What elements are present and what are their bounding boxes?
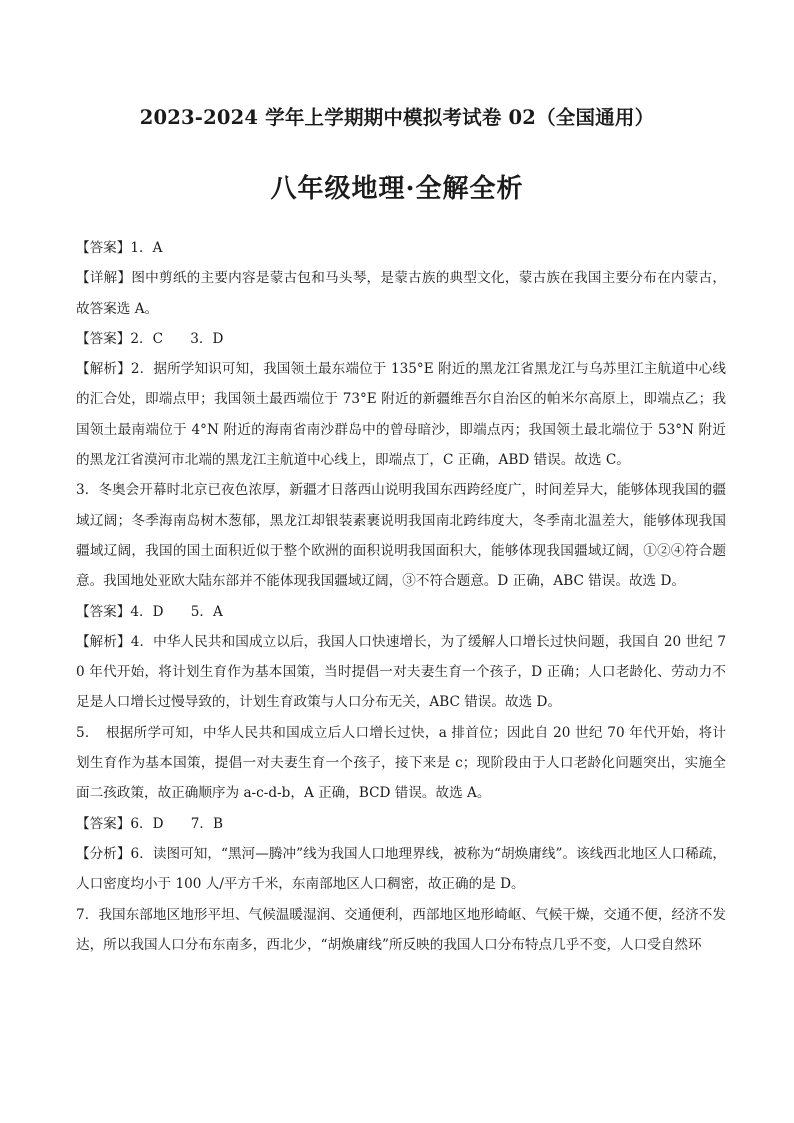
- analysis-paragraph-6: 【分析】6．读图可知，“黑河—腾冲”线为我国人口地理界线，被称为“胡焕庸线”。该线西北地区人口稀疏，人口密度均小于 100 人/平方千米，东南部地区人口稠密，故正确的是 D。: [76, 845, 726, 893]
- analysis-paragraph-2: 【解析】2．据所学知识可知，我国领土最东端位于 135°E 附近的黑龙江省黑龙江与乌苏里江主航道中心线的汇合处，即端点甲；我国领土最西端位于 73°E 附近的新疆维吾尔自治区的帕米尔高原上，即端点乙；我国领土最南端位于 4°N 附近的海南省南沙群岛中的曾母暗沙，即端点丙；我国领土最北端位于 53°N 附近的黑龙江省漠河市北端的黑龙江主航道中心线上，即端点丁，C 正确，ABD 错误。故选 C。: [76, 361, 726, 469]
- analysis-paragraph-4: 【解析】4．中华人民共和国成立以后，我国人口快速增长，为了缓解人口增长过快问题，我国自 20 世纪 70 年代开始，将计划生育作为基本国策，当时提倡一对夫妻生育一个孩子，D 正确；人口老龄化、劳动力不足是人口增长过慢导致的，计划生育政策与人口分布无关，ABC 错误。故选 D。: [76, 633, 726, 711]
- detail-paragraph-1: 【详解】图中剪纸的主要内容是蒙古包和马头琴，是蒙古族的典型文化，蒙古族在我国主要分布在内蒙古，故答案选 A。: [76, 270, 726, 317]
- answer-line-1: 【答案】1．A: [76, 240, 163, 256]
- analysis-paragraph-7: 7．我国东部地区地形平坦、气候温暖湿润、交通便利，西部地区地形崎岖、气候干燥，交通不便，经济不发达，所以我国人口分布东南多，西北少，“胡焕庸线”所反映的我国人口分布特点几乎不变，人口受自然环: [76, 906, 726, 953]
- answer-line-2-3: 【答案】2．C 3．D: [76, 330, 224, 347]
- analysis-paragraph-5: 5． 根据所学可知，中华人民共和国成立后人口增长过快，a 排首位；因此自 20 世纪 70 年代开始，将计划生育作为基本国策，提倡一对夫妻生育一个孩子，接下来是 c；现阶段由于人口老龄化问题突出，实施全面二孩政策，故正确顺序为 a-c-d-b，A 正确，BCD 错误。故选 A。: [76, 724, 726, 802]
- analysis-paragraph-3: 3．冬奥会开幕时北京已夜色浓厚，新疆才日落西山说明我国东西跨经度广，时间差异大，能够体现我国的疆域辽阔；冬季海南岛树木葱郁，黑龙江却银装素裹说明我国南北跨纬度大，冬季南北温差大，能够体现我国疆域辽阔，我国的国土面积近似于整个欧洲的面积说明我国面积大，能够体现我国疆域辽阔，①②④符合题意。我国地处亚欧大陆东部并不能体现我国疆域辽阔，③不符合题意。D 正确，ABC 错误。故选 D。: [76, 482, 726, 590]
- answer-line-4-5: 【答案】4．D 5．A: [76, 603, 223, 620]
- page-subtitle: 八年级地理·全解全析: [270, 174, 524, 204]
- answer-line-6-7: 【答案】6．D 7．B: [76, 815, 223, 832]
- answer-content: [76, 233, 726, 960]
- page-title: 2023-2024 学年上学期期中模拟考试卷 02（全国通用）: [139, 106, 655, 129]
